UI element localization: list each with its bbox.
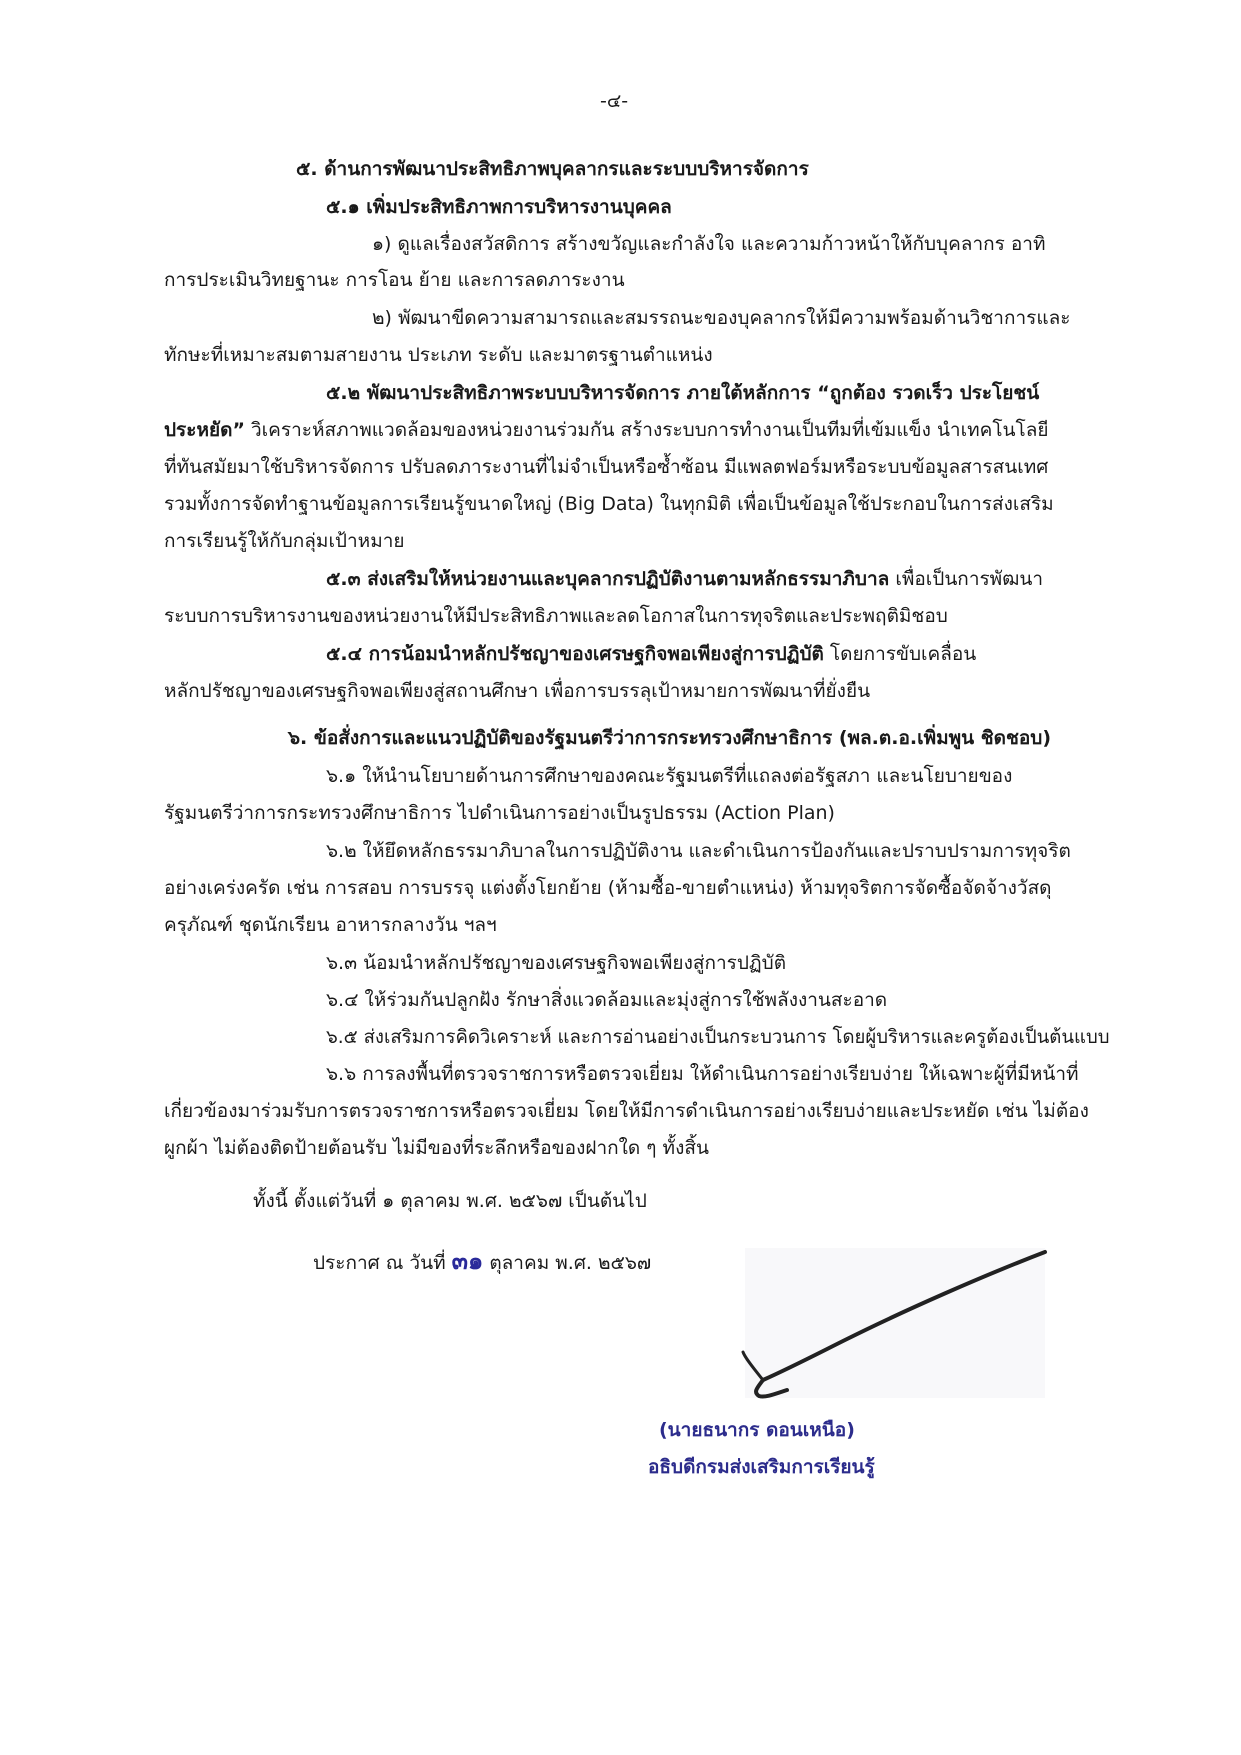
section-5-2-bold-start: ประหยัด” xyxy=(164,419,245,441)
section-5-3-rest: เพื่อเป็นการพัฒนา xyxy=(889,568,1044,590)
section-6-heading: ๖. ข้อสั่งการและแนวปฏิบัติของรัฐมนตรีว่าการกระทรวงศึกษาธิการ (พล.ต.อ.เพิ่มพูน ชิดชอบ) xyxy=(288,727,1052,749)
item-5-1-1-line1: ๑) ดูแลเรื่องสวัสดิการ สร้างขวัญและกำลังใจ และความก้าวหน้าให้กับบุคลากร อาทิ xyxy=(372,233,1046,255)
section-5-3-line2: ระบบการบริหารงานของหน่วยงานให้มีประสิทธิภาพและลดโอกาสในการทุจริตและประพฤติมิชอบ xyxy=(164,605,948,627)
page-number: -๔- xyxy=(600,90,629,112)
announce-date-line xyxy=(313,1246,651,1278)
section-5-heading: ๕. ด้านการพัฒนาประสิทธิภาพบุคลากรและระบบบริหารจัดการ xyxy=(296,158,809,180)
item-6-1-line1: ๖.๑ ให้นำนโยบายด้านการศึกษาของคณะรัฐมนตรีที่แถลงต่อรัฐสภา และนโยบายของ xyxy=(326,765,1013,787)
section-5-3-heading: ๕.๓ ส่งเสริมให้หน่วยงานและบุคลากรปฏิบัติงานตามหลักธรรมาภิบาล xyxy=(326,568,890,590)
section-5-1-heading: ๕.๑ เพิ่มประสิทธิภาพการบริหารงานบุคคล xyxy=(326,196,672,218)
section-5-4-rest: โดยการขับเคลื่อน xyxy=(823,643,977,665)
item-5-1-1-line2: การประเมินวิทยฐานะ การโอน ย้าย และการลดภาระงาน xyxy=(164,269,625,291)
section-5-3-line1 xyxy=(326,564,1043,594)
section-5-2-line3: ที่ทันสมัยมาใช้บริหารจัดการ ปรับลดภาระงานที่ไม่จำเป็นหรือซ้ำซ้อน มีแพลตฟอร์มหรือระบบข้อมูลสารสนเทศ xyxy=(164,456,1049,478)
item-6-6-line1: ๖.๖ การลงพื้นที่ตรวจราชการหรือตรวจเยี่ยม ให้ดำเนินการอย่างเรียบง่าย ให้เฉพาะผู้ที่มีหน้าที่ xyxy=(326,1063,1079,1085)
item-6-3: ๖.๓ น้อมนำหลักปรัชญาของเศรษฐกิจพอเพียงสู่การปฏิบัติ xyxy=(326,952,787,974)
announce-prefix: ประกาศ ณ วันที่ xyxy=(313,1252,446,1274)
handwritten-day: ๓๑ xyxy=(451,1246,484,1275)
section-5-4-heading: ๕.๔ การน้อมนำหลักปรัชญาของเศรษฐกิจพอเพียงสู่การปฏิบัติ xyxy=(326,643,824,665)
item-6-5: ๖.๕ ส่งเสริมการคิดวิเคราะห์ และการอ่านอย่างเป็นกระบวนการ โดยผู้บริหารและครูต้องเป็นต้นแบบ xyxy=(326,1026,1110,1048)
section-5-2-line2-rest: วิเคราะห์สภาพแวดล้อมของหน่วยงานร่วมกัน สร้างระบบการทำงานเป็นทีมที่เข้มแข็ง นำเทคโนโลยี xyxy=(244,419,1049,441)
item-6-4: ๖.๔ ให้ร่วมกันปลูกฝัง รักษาสิ่งแวดล้อมและมุ่งสู่การใช้พลังงานสะอาด xyxy=(326,989,888,1011)
item-6-2-line3: ครุภัณฑ์ ชุดนักเรียน อาหารกลางวัน ฯลฯ xyxy=(164,914,497,936)
item-5-1-2-line2: ทักษะที่เหมาะสมตามสายงาน ประเภท ระดับ และมาตรฐานตำแหน่ง xyxy=(164,344,713,366)
signature-image xyxy=(735,1240,1055,1410)
item-6-6-line2: เกี่ยวข้องมาร่วมรับการตรวจราชการหรือตรวจเยี่ยม โดยให้มีการดำเนินการอย่างเรียบง่ายและประหยัด เช่น ไม่ต้อง xyxy=(164,1100,1089,1122)
item-6-2-line2: อย่างเคร่งครัด เช่น การสอบ การบรรจุ แต่งตั้งโยกย้าย (ห้ามซื้อ-ขายตำแหน่ง) ห้ามทุจริตการจัดซื้อจัดจ้างวัสดุ xyxy=(164,877,1052,899)
section-5-2-line5: การเรียนรู้ให้กับกลุ่มเป้าหมาย xyxy=(164,530,405,552)
section-5-2-line1: ๕.๒ พัฒนาประสิทธิภาพระบบบริหารจัดการ ภายใต้หลักการ “ถูกต้อง รวดเร็ว ประโยชน์ xyxy=(326,382,1040,404)
item-6-6-line3: ผูกผ้า ไม่ต้องติดป้ายต้อนรับ ไม่มีของที่ระลึกหรือของฝากใด ๆ ทั้งสิ้น xyxy=(164,1137,709,1159)
item-5-1-2-line1: ๒) พัฒนาขีดความสามารถและสมรรถนะของบุคลากรให้มีความพร้อมด้านวิชาการและ xyxy=(372,307,1071,329)
section-5-2-line4: รวมทั้งการจัดทำฐานข้อมูลการเรียนรู้ขนาดใหญ่ (Big Data) ในทุกมิติ เพื่อเป็นข้อมูลใช้ประกอบในการส่งเสริม xyxy=(164,493,1054,515)
effective-date: ทั้งนี้ ตั้งแต่วันที่ ๑ ตุลาคม พ.ศ. ๒๕๖๗ เป็นต้นไป xyxy=(253,1190,647,1212)
signatory-title: อธิบดีกรมส่งเสริมการเรียนรู้ xyxy=(648,1456,875,1478)
signatory-name: (นายธนากร ดอนเหนือ) xyxy=(659,1419,855,1441)
announce-suffix: ตุลาคม พ.ศ. ๒๕๖๗ xyxy=(489,1252,652,1274)
section-5-4-line1 xyxy=(326,639,976,669)
section-5-4-line2: หลักปรัชญาของเศรษฐกิจพอเพียงสู่สถานศึกษา เพื่อการบรรลุเป้าหมายการพัฒนาที่ยั่งยืน xyxy=(164,680,871,702)
item-6-2-line1: ๖.๒ ให้ยึดหลักธรรมาภิบาลในการปฏิบัติงาน และดำเนินการป้องกันและปราบปรามการทุจริต xyxy=(326,840,1071,862)
item-6-1-line2: รัฐมนตรีว่าการกระทรวงศึกษาธิการ ไปดำเนินการอย่างเป็นรูปธรรม (Action Plan) xyxy=(164,802,835,824)
section-5-2-line2 xyxy=(164,415,1049,445)
